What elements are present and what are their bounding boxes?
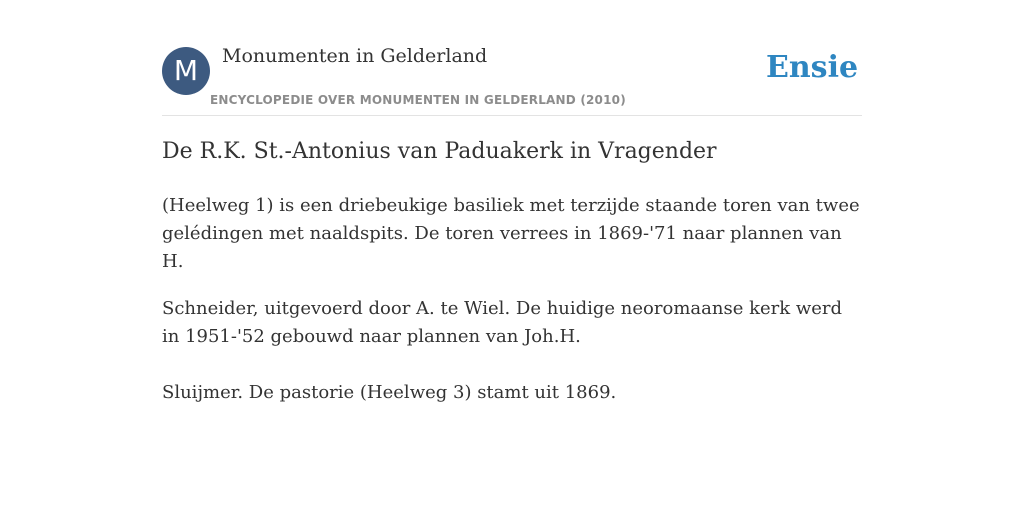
source-title[interactable]: Monumenten in Gelderland bbox=[222, 45, 488, 67]
source-subtitle: ENCYCLOPEDIE OVER MONUMENTEN IN GELDERLAND (2010) bbox=[210, 93, 626, 107]
paragraph: (Heelweg 1) is een driebeukige basiliek met terzijde staande toren van twee gelédingen met naaldspits. De toren verrees in 1869-'71 naar plannen van H. bbox=[162, 195, 860, 272]
divider bbox=[162, 115, 862, 116]
article-body bbox=[162, 192, 862, 426]
paragraph: Sluijmer. De pastorie (Heelweg 3) stamt uit 1869. bbox=[162, 382, 617, 403]
ensie-logo[interactable]: Ensie bbox=[766, 50, 859, 85]
source-avatar[interactable]: M bbox=[162, 47, 210, 95]
paragraph: Schneider, uitgevoerd door A. te Wiel. De huidige neoromaanse kerk werd in 1951-'52 gebouwd naar plannen van Joh.H. bbox=[162, 298, 843, 347]
article-title: De R.K. St.-Antonius van Paduakerk in Vragender bbox=[162, 139, 717, 164]
